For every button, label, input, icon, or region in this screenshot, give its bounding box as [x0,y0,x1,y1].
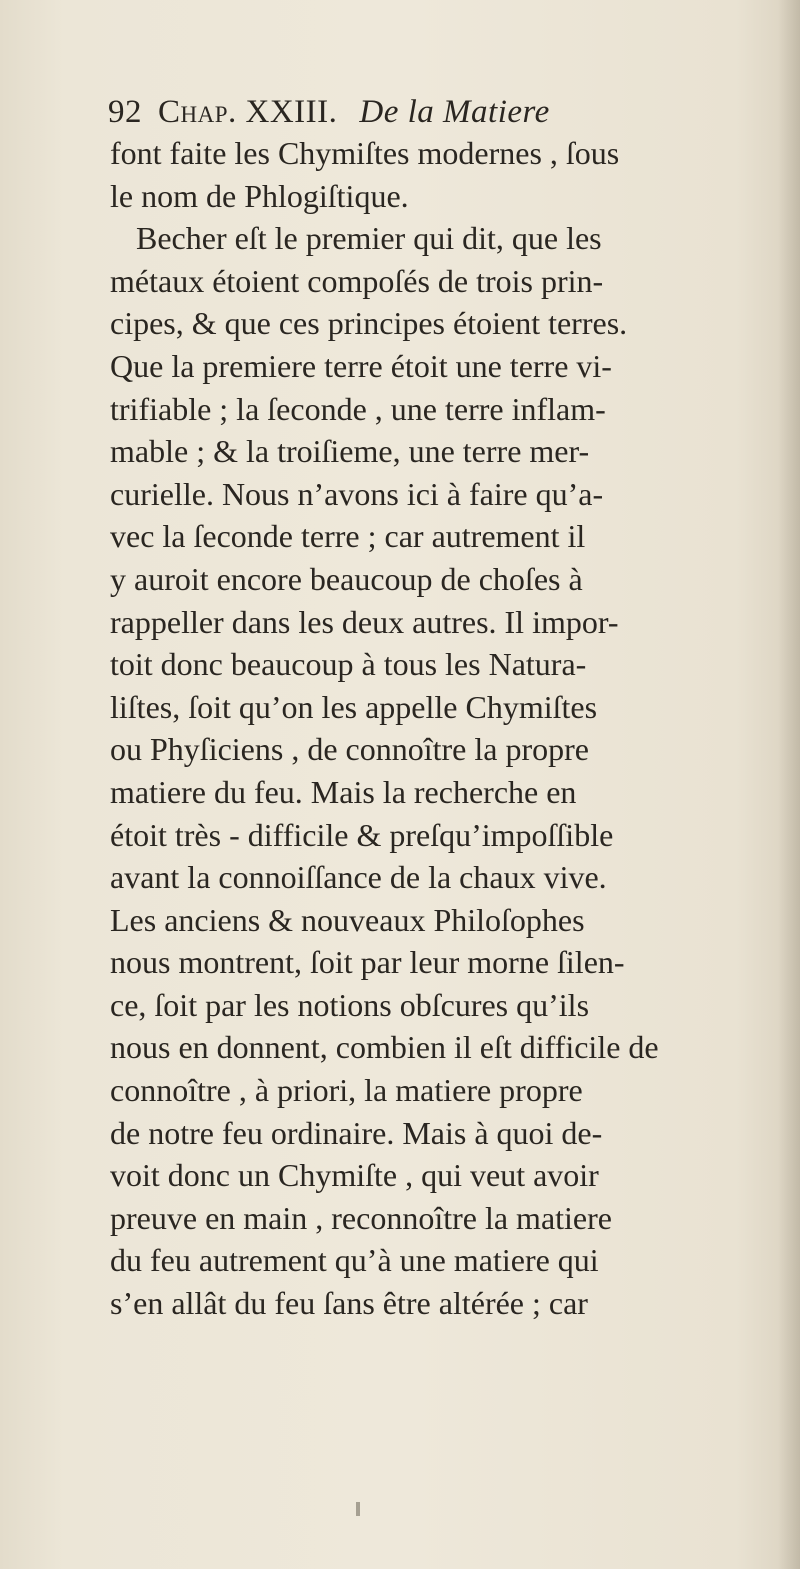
text-line: cipes, & que ces principes étoient terres. [110,305,628,342]
ink-mark [356,1502,360,1516]
chapter-heading: Chap. XXIII. [158,94,338,130]
text-line: vec la ſeconde terre ; car autrement il [110,518,586,555]
text-line: Que la premiere terre étoit une terre vi- [110,347,612,384]
text-line: connoître , à priori, la matiere propre [110,1072,583,1109]
text-line: voit donc un Chymiſte , qui veut avoir [110,1157,599,1194]
text-line: y auroit encore beaucoup de choſes à [110,560,583,597]
text-line: étoit très - difficile & preſqu’impoſſible [110,816,614,853]
text-line: avant la connoiſſance de la chaux vive. [110,859,607,896]
text-line: matiere du feu. Mais la recherche en [110,773,577,810]
text-line: rappeller dans les deux autres. Il impor- [110,603,619,640]
body-text [110,132,790,1325]
running-header [108,92,748,132]
text-line: toit donc beaucoup à tous les Natura- [110,646,587,683]
text-line: curielle. Nous n’avons ici à faire qu’a- [110,475,604,512]
text-line: le nom de Phlogiſtique. [110,177,409,214]
text-line: métaux étoient compoſés de trois prin- [110,262,604,299]
text-line: Becher eſt le premier qui dit, que les [136,220,602,257]
text-line: mable ; & la troiſieme, une terre mer- [110,433,590,470]
page-number: 92 [108,94,142,130]
text-line: font faite les Chymiſtes modernes , ſous [110,135,620,171]
text-line: s’en allât du feu ſans être altérée ; car [110,1285,588,1322]
text-line: ou Phyſiciens , de connoître la propre [110,731,589,768]
text-line: nous montrent, ſoit par leur morne ſilen- [110,944,625,981]
text-line: ce, ſoit par les notions obſcures qu’ils [110,986,590,1023]
text-line: preuve en main , reconnoître la matiere [110,1199,612,1236]
text-line: Les anciens & nouveaux Philoſophes [110,901,585,938]
text-line: liſtes, ſoit qu’on les appelle Chymiſtes [110,688,598,725]
text-line: du feu autrement qu’à une matiere qui [110,1242,599,1279]
text-line: trifiable ; la ſeconde , une terre inflam- [110,390,606,427]
text-line: de notre feu ordinaire. Mais à quoi de- [110,1114,603,1151]
running-title: De la Matiere [359,94,550,130]
text-line: nous en donnent, combien il eſt difficile de [110,1029,659,1066]
